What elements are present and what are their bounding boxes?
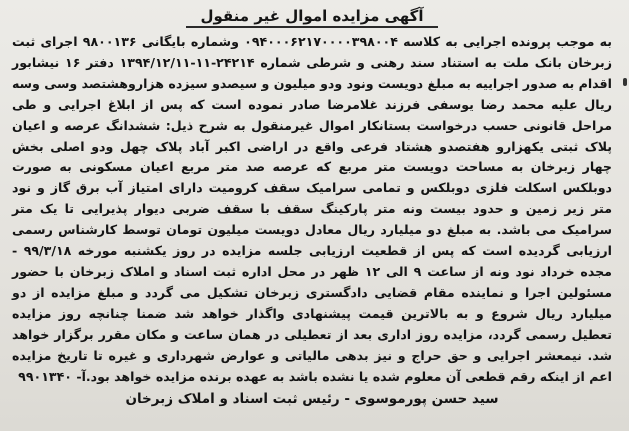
notice-body: به موجب پرونده اجرایی به کلاسه ۰۹۴۰۰۰۶۲۱۷۰۰۰۰۳۹۸۰۰۴ وشماره بایگانی ۹۸۰۰۱۳۶ اجرای ثبت زبرخان بانک ملت به استناد سند رهنی و شرطی شماره ۲۴۲۱۴-۱۱-۱۳۹۴/۱۲/۱۱ دفتر ۱۶ نیشابور اقدام به صدور اجراییه به مبلغ دویست ونود ودو میلیون و سیصدو سیزده هزاروهشتصد وسی وسه ریال علیه محمد رضا یوسفی فرزند غلامرضا صادر نموده است که پس از ابلاغ اجرایی و طی مراحل قانونی حسب درخواست بستانکار اموال غیرمنقول به شرح ذیل: ششدانگ عرصه و اعیان پلاک ثبتی یکهزارو هفتصدو هشتاد فرعی واقع در اراضی اکبر آباد پلاک چهل ودو اصلی بخش چهار زبرخان به مساحت دویست متر مربع که عرصه صد متر مربع اعیان مسکونی به صورت دوبلکس اسکلت فلزی دوبلکس و تمامی سرامیک سقف کرومیت دارای امتیاز آب برق گاز و نود متر زیر زمین و حدود بیست ونه متر پارکینگ سقف با سقف ضربی دیوار پذیرایی تا یک متر سرامیک می باشد. به مبلغ دو میلیارد ریال معادل دویست میلیون تومان توسط کارشناس رسمی ارزیابی گردیده است که پس از قطعیت ارزیابی جلسه مزایده در روز یکشنبه مورخه ۹۹/۳/۱۸ - مجده خرداد نود ونه از ساعت ۹ الی ۱۲ ظهر در محل اداره ثبت اسناد و املاک زبرخان با حضور مسئولین اجرا و نماینده مقام قضایی دادگستری زبرخان تشکیل می گردد و مبلغ مزایده از دو میلیارد ریال شروع و به بالاترین قیمت پیشنهادی واگذار خواهد شد ضمنا چنانچه روز مزایده تعطیل رسمی گردد، مزایده روز اداری بعد از تعطیلی در همان ساعت و مکان مقرر برگزار خواهد شد. نیمعشر اجرایی و حق حراج و نیز بدهی مالیاتی و عوارض شهرداری و غیره تا تاریخ مزایده اعم از اینکه رقم قطعی آن معلوم شده یا نشده باشد به عهده برنده مزایده خواهد بود.آ- ۹۹۰۱۳۴۰ — [12, 34, 612, 384]
notice-title: آگهی مزایده اموال غیر منقول — [186, 6, 437, 28]
edge-mark — [623, 78, 627, 86]
notice-title-wrap — [10, 6, 614, 28]
auction-notice — [10, 4, 614, 426]
notice-signature: سید حسن پورموسوی - رئیس ثبت اسناد و املاک زبرخان — [125, 391, 499, 408]
